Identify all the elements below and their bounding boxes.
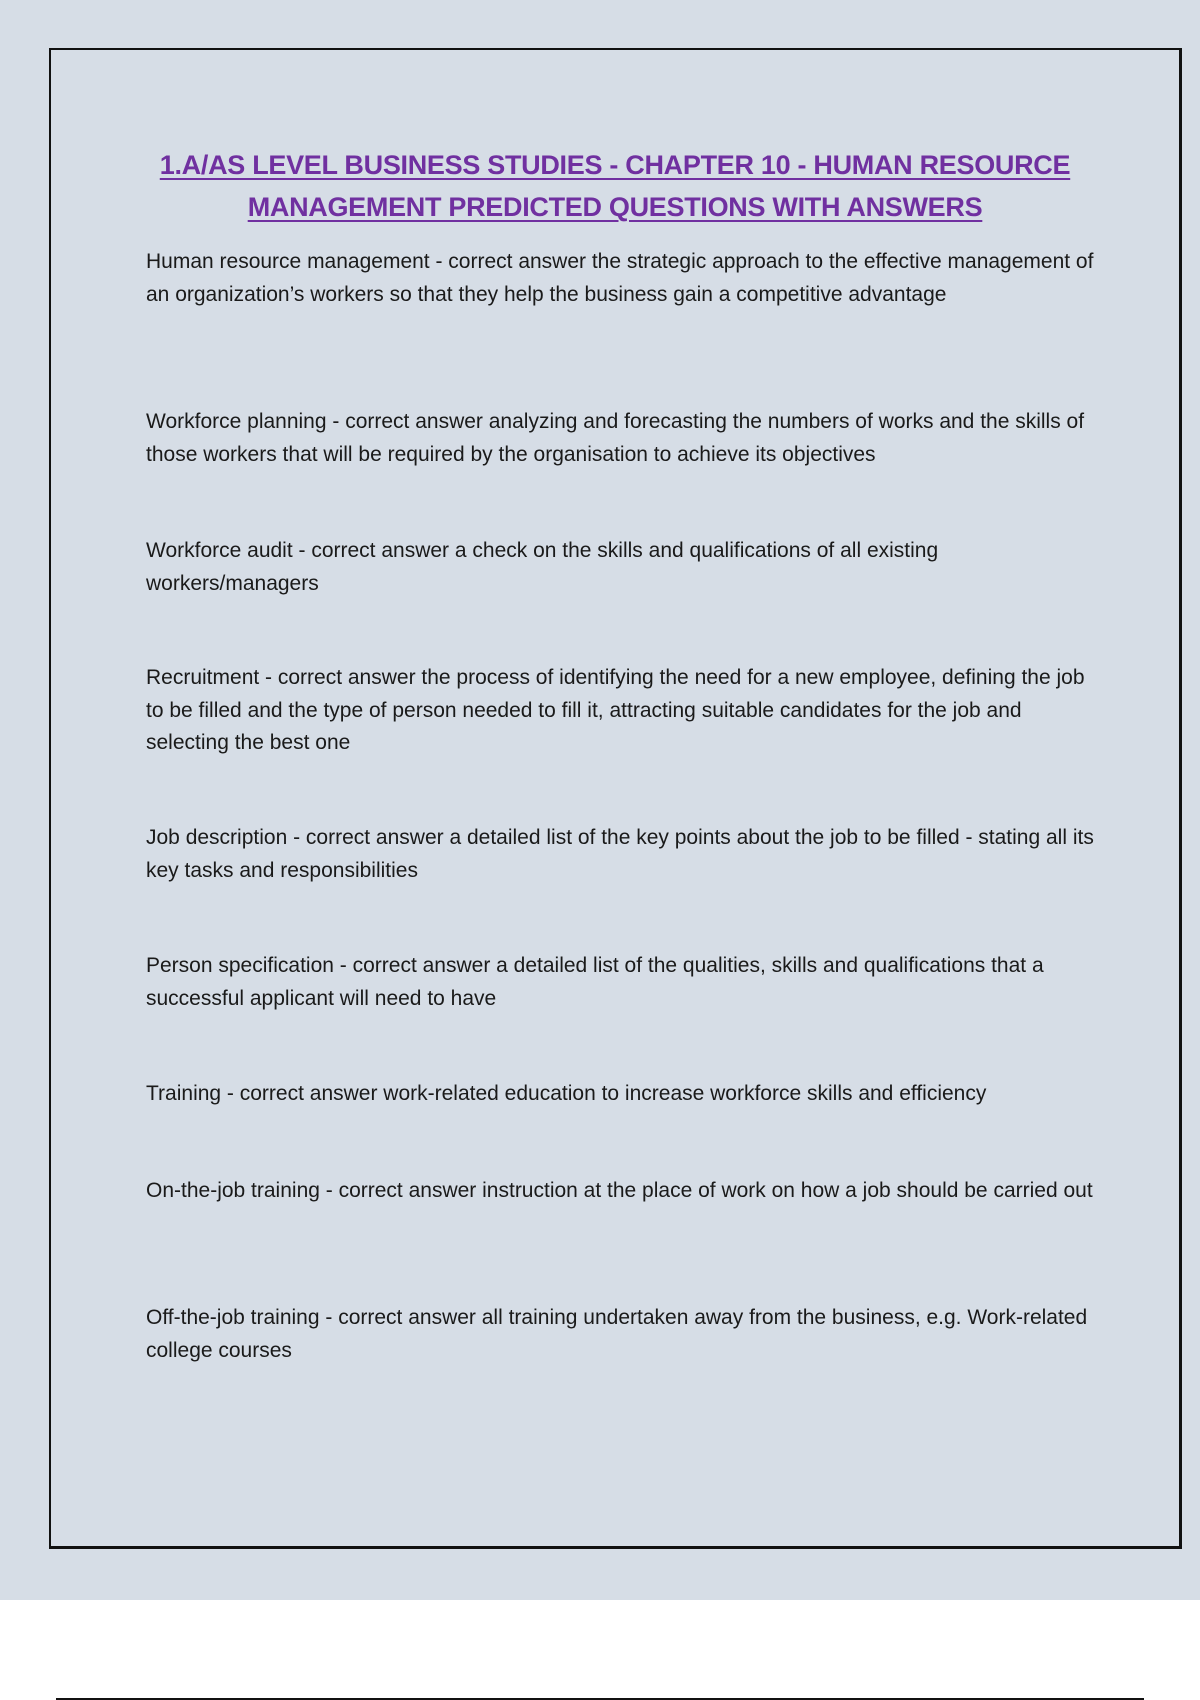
definition-entry: Recruitment - correct answer the process of identifying the need for a new employee, defining the job to be filled and the type of person needed to fill it, attracting suitable candidates for the job and selecting the best one (146, 666, 1085, 754)
document-title: 1.A/AS LEVEL BUSINESS STUDIES - CHAPTER 10 - HUMAN RESOURCE MANAGEMENT PREDICTED QUESTIONS WITH ANSWERS (159, 150, 1071, 222)
definition-entry: Off-the-job training - correct answer all training undertaken away from the business, e.g. Work-related college courses (146, 1306, 1088, 1362)
definition-entry: Human resource management - correct answer the strategic approach to the effective management of an organization’s workers so that they help the business gain a competitive advantage (146, 250, 1094, 306)
definition-entry: Job description - correct answer a detailed list of the key points about the job to be filled - stating all its key tasks and responsibilities (146, 826, 1094, 882)
definition-entry: Workforce planning - correct answer analyzing and forecasting the numbers of works and the skills of those workers that will be required by the organisation to achieve its objectives (146, 410, 1085, 466)
definition-entry: Workforce audit - correct answer a check on the skills and qualifications of all existing workers/managers (146, 539, 939, 595)
definition-entry: On-the-job training - correct answer instruction at the place of work on how a job should be carried out (146, 1179, 1093, 1202)
definitions-list (146, 246, 1096, 1367)
definition-entry: Training - correct answer work-related education to increase workforce skills and efficiency (146, 1082, 987, 1105)
definition-entry: Person specification - correct answer a detailed list of the qualities, skills and qualifications that a successful applicant will need to have (146, 954, 1044, 1010)
